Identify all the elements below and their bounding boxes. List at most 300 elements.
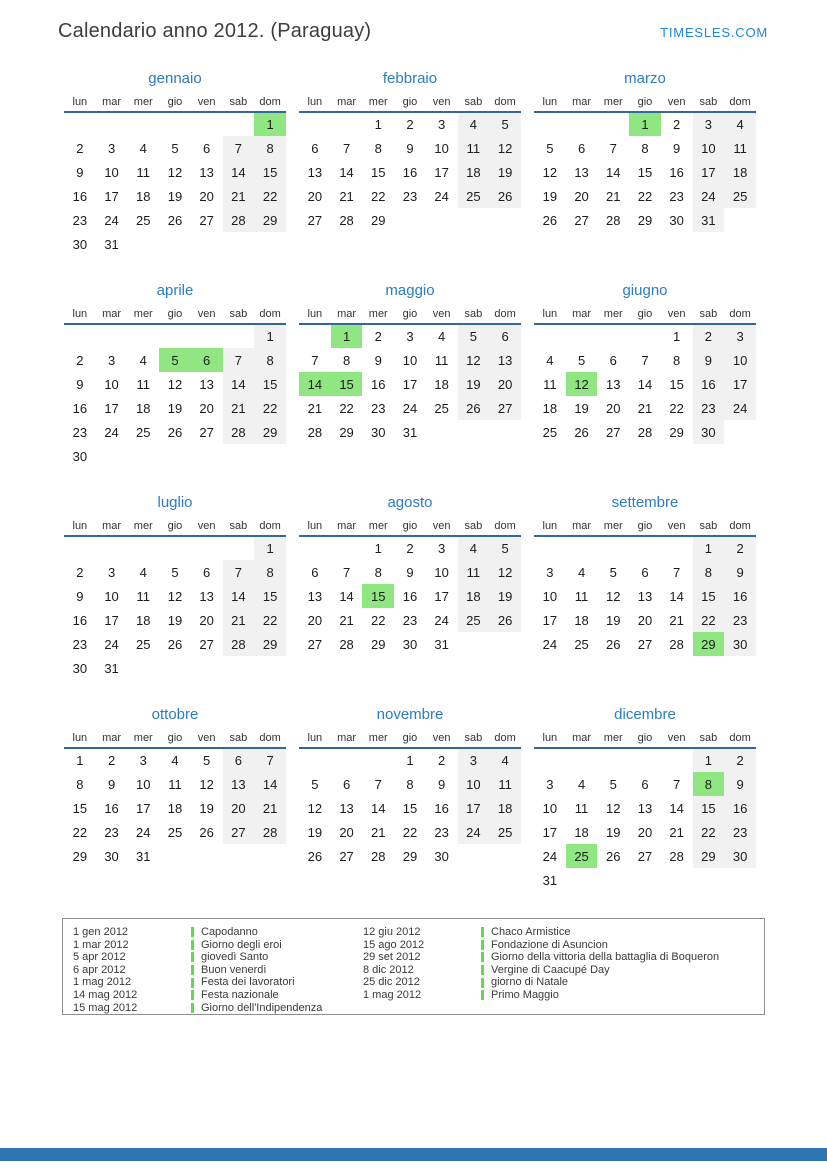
legend-holiday-name: Giorno degli eroi [201,938,282,951]
empty-cell [127,444,159,468]
empty-cell [159,656,191,680]
day-cell: 25 [458,608,490,632]
day-cell: 23 [72,212,88,228]
weekday-header: dom [489,516,521,536]
day-cell: 4 [139,140,147,156]
day-cell: 16 [371,376,386,392]
day-cell: 11 [489,772,521,796]
day-cell: 16 [402,588,418,604]
day-cell: 3 [107,352,116,368]
legend-holiday-name: Vergine di Caacupé Day [491,963,610,976]
weekday-header: gio [159,304,191,324]
month-title: aprile [156,282,194,299]
legend-row [73,1002,363,1015]
day-cell: 19 [489,584,521,608]
day-cell: 26 [199,824,214,840]
day-cell: 21 [223,184,255,208]
day-cell: 16 [669,164,684,180]
day-cell: 28 [606,212,621,228]
day-cell: 24 [693,184,725,208]
weekday-header: dom [254,92,286,112]
legend-row [363,989,754,1002]
legend-row [363,976,754,989]
day-cell: 27 [223,820,255,844]
holiday-day-cell: 14 [299,372,331,396]
day-cell: 1 [76,753,84,768]
holiday-marker-bar [481,978,484,988]
weekday-header: sab [693,92,725,112]
empty-cell [223,536,255,560]
day-cell: 17 [434,588,449,604]
day-cell: 21 [371,824,386,840]
holiday-marker-bar [191,927,194,937]
day-cell: 18 [434,376,449,392]
day-cell: 7 [374,776,382,792]
day-cell: 26 [167,212,183,228]
day-cell: 6 [311,140,319,156]
holiday-day-cell: 8 [693,772,725,796]
footer-bar [0,1148,827,1161]
day-cell: 14 [223,372,255,396]
weekday-header: mer [597,304,629,324]
weekday-header: lun [534,304,566,324]
holiday-marker-bar [191,965,194,975]
legend-row [73,926,363,939]
day-cell: 3 [406,329,414,344]
month-grid [64,516,286,680]
day-cell: 3 [438,117,446,132]
day-cell: 28 [223,632,255,656]
weekday-header: lun [64,92,96,112]
weekday-header: sab [693,304,725,324]
empty-cell [661,748,693,772]
day-cell: 22 [693,820,725,844]
day-cell: 29 [254,632,286,656]
day-cell: 12 [489,136,521,160]
day-cell: 27 [574,212,589,228]
weekday-header: mer [597,92,629,112]
day-cell: 19 [307,824,323,840]
month-grid [299,304,521,444]
empty-cell [127,112,159,136]
day-cell: 11 [434,352,449,368]
day-cell: 10 [402,352,418,368]
day-cell: 13 [606,376,621,392]
day-cell: 10 [542,800,558,816]
day-cell: 8 [342,352,351,368]
holiday-day-cell: 12 [566,372,598,396]
holiday-marker-bar [481,952,484,962]
legend-date: 8 dic 2012 [363,963,414,976]
day-cell: 20 [307,612,323,628]
day-cell: 4 [139,352,147,368]
day-cell: 28 [339,636,354,652]
day-cell: 16 [724,584,756,608]
weekday-header: dom [254,304,286,324]
day-cell: 28 [254,820,286,844]
day-cell: 2 [76,140,84,156]
day-cell: 11 [724,136,756,160]
day-cell: 10 [104,376,119,392]
weekday-header: dom [724,516,756,536]
empty-cell [299,324,331,348]
empty-cell [159,444,191,468]
weekday-header: mar [331,304,363,324]
day-cell: 23 [72,424,88,440]
empty-cell [254,656,286,680]
empty-cell [127,232,159,256]
day-cell: 6 [203,564,211,580]
month-grid [534,304,756,444]
weekday-header: lun [64,304,96,324]
day-cell: 7 [311,352,319,368]
weekday-header: ven [426,304,458,324]
month-grid [64,728,286,868]
weekday-header: lun [299,516,331,536]
month-luglio [64,494,286,706]
day-cell: 9 [724,560,756,584]
month-title: dicembre [614,706,676,723]
day-cell: 9 [406,564,414,580]
day-cell: 9 [724,772,756,796]
day-cell: 23 [669,188,684,204]
day-cell: 4 [458,112,490,136]
weekday-header: gio [394,516,426,536]
day-cell: 29 [371,636,386,652]
day-cell: 22 [637,188,653,204]
day-cell: 4 [171,753,179,768]
day-cell: 30 [371,424,386,440]
weekday-header: mer [362,516,394,536]
empty-cell [629,324,661,348]
day-cell: 17 [542,612,558,628]
legend-row [73,989,363,1002]
legend-row [363,951,754,964]
day-cell: 18 [136,400,151,416]
empty-cell [693,868,725,892]
empty-cell [724,420,756,444]
day-cell: 10 [458,772,490,796]
day-cell: 30 [693,420,725,444]
day-cell: 3 [438,541,446,556]
day-cell: 29 [669,424,684,440]
weekday-header: mar [566,304,598,324]
day-cell: 10 [136,776,151,792]
day-cell: 17 [458,796,490,820]
day-cell: 15 [371,164,386,180]
day-cell: 27 [637,636,653,652]
day-cell: 15 [254,160,286,184]
day-cell: 28 [307,424,323,440]
day-cell: 11 [136,376,150,392]
day-cell: 3 [693,112,725,136]
weekday-header: mer [127,92,159,112]
day-cell: 2 [673,117,681,132]
day-cell: 24 [542,636,558,652]
day-cell: 29 [693,844,725,868]
day-cell: 23 [693,396,725,420]
day-cell: 1 [693,536,725,560]
empty-cell [191,536,223,560]
empty-cell [566,748,598,772]
day-cell: 20 [199,188,214,204]
weekday-header: gio [394,304,426,324]
day-cell: 9 [76,588,84,604]
day-cell: 6 [489,324,521,348]
weekday-header: gio [629,728,661,748]
day-cell: 6 [203,140,211,156]
day-cell: 29 [254,208,286,232]
legend-holiday-name: Buon venerdì [201,963,267,976]
day-cell: 13 [339,800,354,816]
holiday-day-cell: 29 [693,632,725,656]
weekday-header: sab [458,304,490,324]
empty-cell [426,420,458,444]
day-cell: 13 [199,164,214,180]
day-cell: 22 [669,400,684,416]
day-cell: 13 [199,376,214,392]
day-cell: 26 [307,848,323,864]
day-cell: 26 [542,212,558,228]
day-cell: 30 [724,632,756,656]
empty-cell [489,420,521,444]
legend-row [73,951,363,964]
day-cell: 11 [458,560,490,584]
empty-cell [629,536,661,560]
legend-holiday-name: Capodanno [201,926,258,938]
weekday-header: gio [159,516,191,536]
day-cell: 19 [167,400,183,416]
day-cell: 6 [223,748,255,772]
day-cell: 30 [72,448,88,464]
holiday-marker-bar [191,952,194,962]
empty-cell [458,844,490,868]
empty-cell [159,232,191,256]
weekday-header: mar [566,516,598,536]
legend-date: 1 gen 2012 [73,926,129,938]
day-cell: 28 [371,848,386,864]
day-cell: 22 [371,612,386,628]
empty-cell [254,232,286,256]
month-title: febbraio [382,70,438,87]
day-cell: 4 [577,776,586,792]
holiday-day-cell: 5 [159,348,191,372]
day-cell: 30 [72,660,88,676]
month-grid [64,304,286,468]
day-cell: 25 [167,824,183,840]
day-cell: 23 [434,824,449,840]
day-cell: 2 [374,329,382,344]
empty-cell [191,844,223,868]
day-cell: 28 [223,420,255,444]
legend-date: 12 giu 2012 [363,926,421,938]
day-cell: 15 [693,584,725,608]
empty-cell [159,844,191,868]
weekday-header: lun [534,92,566,112]
day-cell: 1 [374,117,382,132]
weekday-header: ven [661,304,693,324]
holiday-marker-bar [481,927,484,937]
day-cell: 28 [669,848,684,864]
empty-cell [331,112,363,136]
weekday-header: sab [458,728,490,748]
holiday-day-cell: 15 [331,372,363,396]
day-cell: 18 [574,824,589,840]
weekday-header: lun [299,92,331,112]
weekday-header: ven [191,516,223,536]
day-cell: 16 [693,372,725,396]
day-cell: 21 [606,188,621,204]
empty-cell [597,324,629,348]
day-cell: 18 [542,400,558,416]
legend-row [73,976,363,989]
weekday-header: mar [96,304,128,324]
holiday-day-cell: 25 [566,844,598,868]
weekday-header: mar [96,516,128,536]
day-cell: 20 [199,400,214,416]
legend-holiday-name: Festa nazionale [201,988,279,1001]
empty-cell [458,632,490,656]
day-cell: 15 [693,796,725,820]
day-cell: 1 [693,748,725,772]
day-cell: 26 [489,184,521,208]
day-cell: 2 [76,352,84,368]
month-title: agosto [387,494,433,511]
empty-cell [159,112,191,136]
day-cell: 30 [104,848,119,864]
day-cell: 31 [136,848,151,864]
day-cell: 24 [542,848,558,864]
weekday-header: dom [724,304,756,324]
day-cell: 21 [339,188,354,204]
site-link[interactable]: TIMESLES.COM [660,25,768,40]
day-cell: 3 [724,324,756,348]
day-cell: 7 [673,564,681,580]
empty-cell [597,868,629,892]
empty-cell [534,324,566,348]
legend-row [363,964,754,977]
day-cell: 13 [637,588,653,604]
empty-cell [566,324,598,348]
day-cell: 23 [371,400,386,416]
empty-cell [489,208,521,232]
weekday-header: gio [394,728,426,748]
empty-cell [254,844,286,868]
month-title: ottobre [151,706,199,723]
day-cell: 11 [543,376,557,392]
day-cell: 21 [223,608,255,632]
day-cell: 22 [254,396,286,420]
day-cell: 19 [606,612,621,628]
day-cell: 27 [199,636,214,652]
day-cell: 12 [199,776,214,792]
day-cell: 1 [254,324,286,348]
day-cell: 16 [434,800,449,816]
day-cell: 9 [107,776,116,792]
day-cell: 5 [546,140,554,156]
empty-cell [64,536,96,560]
day-cell: 15 [254,584,286,608]
day-cell: 3 [546,564,554,580]
day-cell: 23 [104,824,119,840]
day-cell: 19 [574,400,589,416]
day-cell: 31 [104,236,119,252]
day-cell: 5 [489,536,521,560]
weekday-header: sab [223,304,255,324]
day-cell: 19 [542,188,558,204]
day-cell: 24 [434,612,449,628]
legend-column-1 [363,926,754,1014]
weekday-header: mar [566,728,598,748]
day-cell: 20 [199,612,214,628]
day-cell: 9 [406,140,414,156]
day-cell: 16 [402,164,418,180]
day-cell: 25 [136,212,151,228]
day-cell: 14 [606,164,621,180]
empty-cell [191,324,223,348]
day-cell: 2 [693,324,725,348]
day-cell: 25 [136,424,151,440]
month-grid [534,516,756,656]
holiday-day-cell: 1 [629,112,661,136]
legend-holiday-name: Fondazione di Asuncion [491,938,608,951]
weekday-header: dom [254,516,286,536]
month-title: luglio [157,494,193,511]
day-cell: 20 [489,372,521,396]
day-cell: 8 [374,140,382,156]
day-cell: 16 [104,800,119,816]
day-cell: 15 [669,376,684,392]
day-cell: 2 [724,536,756,560]
holiday-marker-bar [191,990,194,1000]
day-cell: 29 [339,424,354,440]
day-cell: 12 [606,800,621,816]
empty-cell [661,868,693,892]
day-cell: 8 [673,352,681,368]
day-cell: 5 [577,352,586,368]
weekday-header: ven [426,516,458,536]
month-novembre [299,706,521,918]
day-cell: 25 [434,400,449,416]
day-cell: 24 [104,636,119,652]
month-giugno [534,282,756,494]
empty-cell [96,112,128,136]
day-cell: 17 [542,824,558,840]
day-cell: 7 [223,348,255,372]
day-cell: 4 [546,352,554,368]
day-cell: 27 [199,424,214,440]
weekday-header: mer [597,516,629,536]
empty-cell [566,112,598,136]
day-cell: 22 [254,184,286,208]
month-maggio [299,282,521,494]
day-cell: 25 [542,424,558,440]
legend-holiday-name: giorno di Natale [491,976,569,989]
day-cell: 15 [637,164,653,180]
weekday-header: ven [191,92,223,112]
day-cell: 25 [458,184,490,208]
day-cell: 11 [574,588,589,604]
day-cell: 4 [438,329,446,344]
day-cell: 9 [76,376,84,392]
day-cell: 7 [673,776,681,792]
day-cell: 10 [104,588,119,604]
day-cell: 18 [167,800,183,816]
weekday-header: lun [534,516,566,536]
day-cell: 7 [223,560,255,584]
day-cell: 18 [458,160,490,184]
weekday-header: sab [458,92,490,112]
